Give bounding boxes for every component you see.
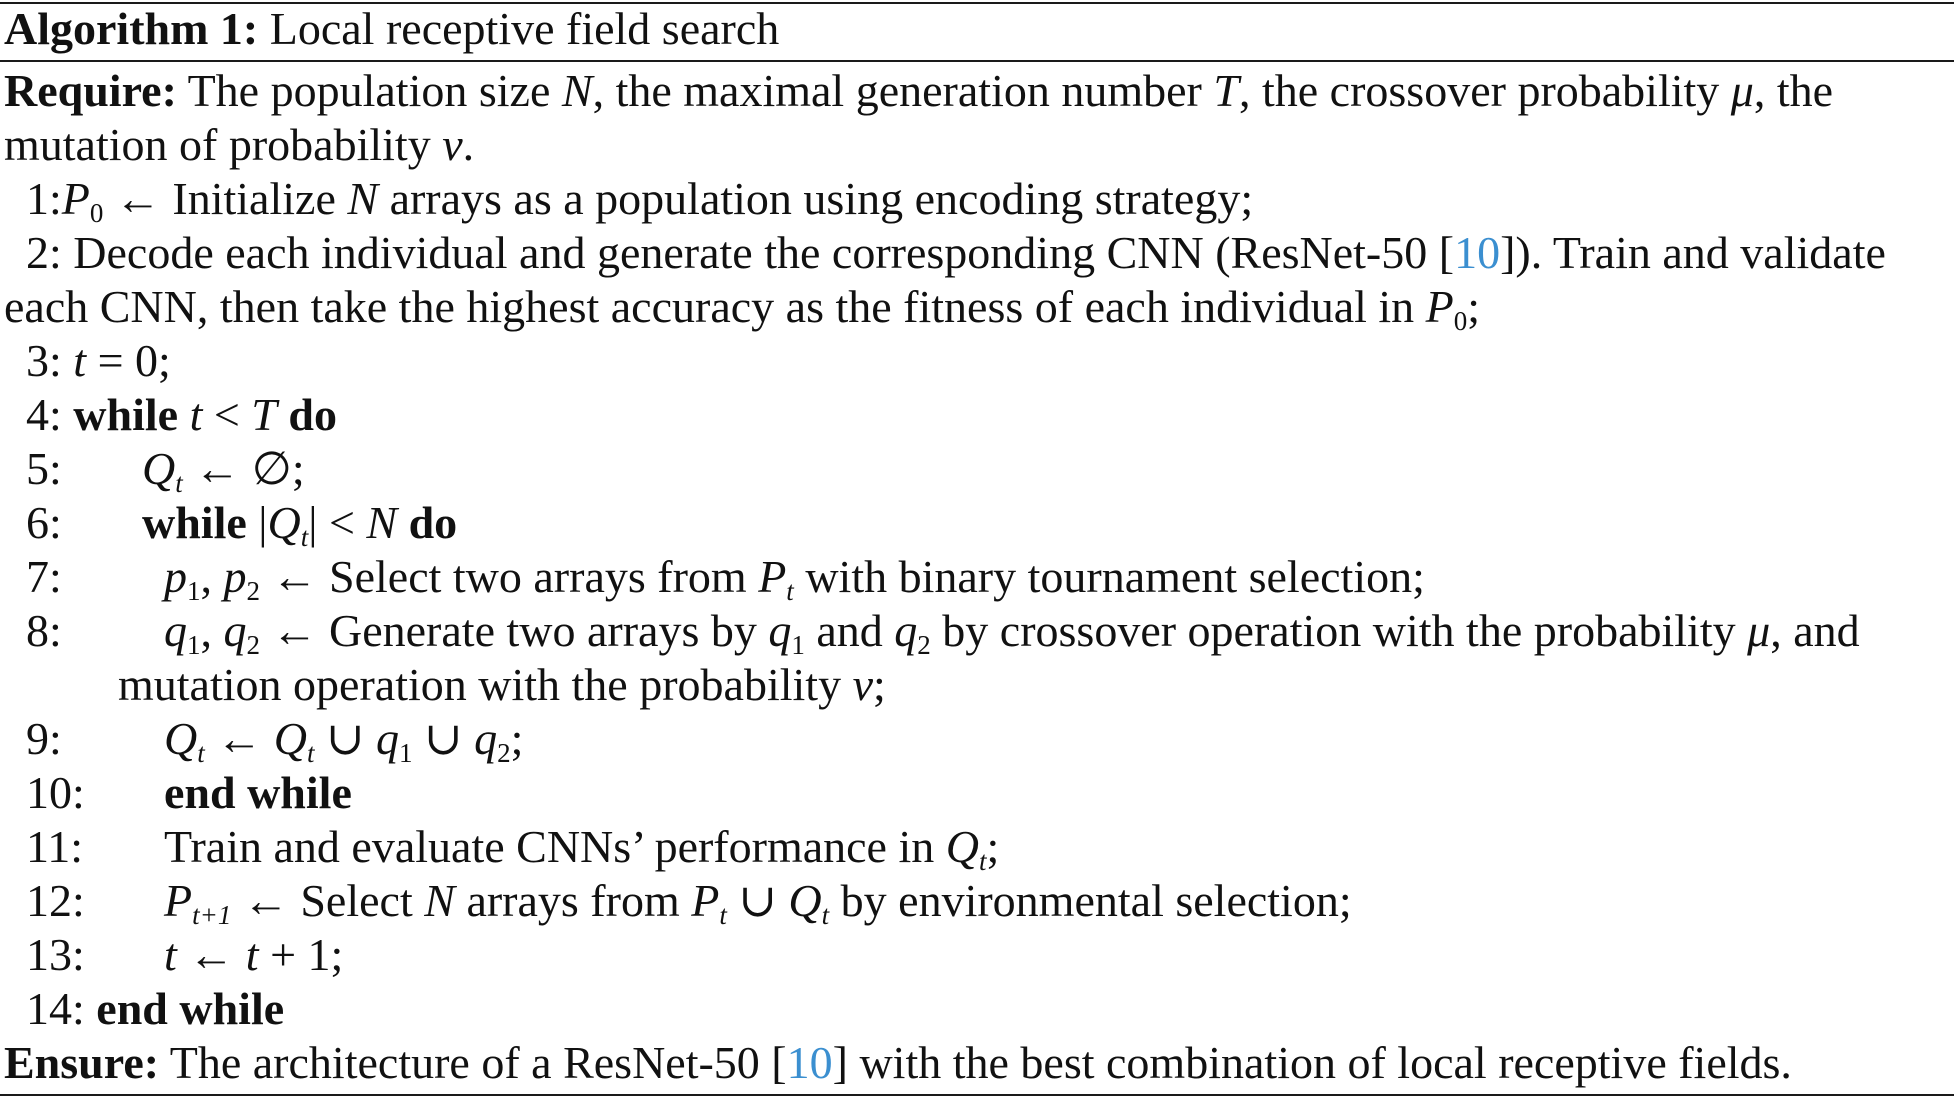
line-number: 11:	[26, 821, 84, 872]
math-p: p	[164, 551, 187, 602]
math-subscript: 0	[1453, 306, 1468, 336]
step-text: ;	[510, 713, 524, 764]
math-q: q	[164, 605, 187, 656]
require-line-2	[4, 118, 1954, 172]
bottom-rule	[0, 1094, 1954, 1096]
step-text: ← Initialize	[103, 173, 348, 224]
require-label: Require:	[4, 65, 177, 116]
step-text: = 0;	[86, 335, 171, 386]
step-text: ∪	[314, 713, 377, 764]
math-Q: Q	[142, 443, 176, 494]
require-text: , the maximal generation number	[592, 65, 1202, 116]
math-N: N	[561, 65, 593, 116]
step-text: by crossover operation with the probability	[930, 605, 1748, 656]
line-number: 14:	[26, 983, 85, 1034]
math-t: t	[189, 389, 203, 440]
step-text: mutation operation with the probability	[118, 659, 853, 710]
math-P: P	[758, 551, 787, 602]
math-N: N	[424, 875, 455, 926]
keyword-while: while	[142, 497, 247, 548]
step-text: ]). Train and validate	[1500, 227, 1886, 278]
math-subscript: 1	[187, 630, 201, 660]
step-text: ;	[1467, 281, 1481, 332]
line-number: 4:	[26, 389, 62, 440]
require-line-1	[4, 64, 1954, 118]
step-4	[26, 388, 1954, 442]
step-6-body	[142, 496, 457, 550]
step-9-body	[164, 712, 523, 766]
step-text: arrays from	[454, 875, 692, 926]
math-subscript: t	[786, 576, 794, 606]
step-text: ←	[176, 929, 246, 980]
step-text: ←	[204, 713, 274, 764]
step-3	[26, 334, 1954, 388]
step-1	[26, 172, 1954, 226]
math-P: P	[61, 173, 90, 224]
math-Q: Q	[164, 713, 198, 764]
step-text: ∪	[412, 713, 475, 764]
ensure-line	[4, 1036, 1954, 1090]
keyword-do: do	[288, 389, 337, 440]
require-text: The population size	[187, 65, 551, 116]
math-subscript: 0	[89, 198, 104, 228]
math-subscript: 2	[917, 630, 931, 660]
math-N: N	[347, 173, 379, 224]
step-12-body	[164, 874, 1352, 928]
math-subscript: 2	[246, 576, 260, 606]
math-t: t	[73, 335, 87, 386]
math-P: P	[1425, 281, 1454, 332]
math-q: q	[223, 605, 247, 656]
math-subscript: t	[821, 900, 830, 930]
step-text: , and	[1770, 605, 1860, 656]
step-8-line-1	[26, 604, 1954, 658]
math-N: N	[366, 497, 398, 548]
step-text: ;	[986, 821, 1000, 872]
step-text: ← Select two arrays from	[260, 551, 759, 602]
math-subscript: t	[300, 522, 309, 552]
step-text: Train and evaluate CNNs’ performance in	[164, 821, 946, 872]
line-number: 2:	[26, 227, 62, 278]
step-5	[26, 442, 1954, 496]
require-text: mutation of probability	[4, 119, 431, 170]
keyword-do: do	[408, 497, 458, 548]
step-13-body	[164, 928, 343, 982]
step-7	[26, 550, 1954, 604]
math-mu: μ	[1747, 605, 1771, 656]
math-subscript: 1	[791, 630, 805, 660]
math-Q: Q	[788, 875, 822, 926]
step-text: with binary tournament selection;	[793, 551, 1425, 602]
math-P: P	[164, 875, 193, 926]
step-text: ← ∅;	[182, 443, 305, 494]
step-5-body	[142, 442, 305, 496]
math-q: q	[376, 713, 400, 764]
math-subscript: t	[306, 738, 315, 768]
caption-rule	[0, 60, 1954, 62]
algorithm-caption	[4, 2, 1954, 56]
math-q: q	[474, 713, 498, 764]
math-subscript: t	[719, 900, 727, 930]
line-number: 3:	[26, 335, 62, 386]
line-number: 7:	[26, 551, 62, 602]
math-subscript: t+1	[192, 900, 232, 930]
step-text: + 1;	[258, 929, 344, 980]
line-number: 10:	[26, 767, 85, 818]
step-text: ∪	[726, 875, 789, 926]
line-number: 6:	[26, 497, 62, 548]
step-10	[26, 766, 1954, 820]
math-p: p	[223, 551, 247, 602]
math-Q: Q	[945, 821, 979, 872]
step-2-line-2	[4, 280, 1954, 334]
require-text: .	[462, 119, 475, 170]
math-subscript: 2	[497, 738, 511, 768]
citation-link[interactable]: 10	[1454, 227, 1501, 278]
step-text: | <	[308, 497, 367, 548]
math-T: T	[1213, 65, 1239, 116]
line-number: 13:	[26, 929, 85, 980]
math-mu: μ	[1730, 65, 1754, 116]
math-t: t	[245, 929, 259, 980]
step-text: Decode each individual and generate the corresponding CNN (ResNet-50 [	[73, 227, 1455, 278]
step-11	[26, 820, 1954, 874]
step-text: <	[202, 389, 252, 440]
math-subscript: 1	[399, 738, 413, 768]
keyword-while: while	[73, 389, 179, 440]
step-8-line-2	[118, 658, 1954, 712]
line-number: 5:	[26, 443, 62, 494]
math-subscript: t	[979, 846, 987, 876]
math-subscript: 1	[187, 576, 201, 606]
math-q: q	[768, 605, 792, 656]
step-7-body	[164, 550, 1425, 604]
citation-link[interactable]: 10	[786, 1037, 833, 1088]
line-number: 8:	[26, 605, 62, 656]
step-11-body	[164, 820, 999, 874]
step-text: |	[246, 497, 268, 548]
step-text: by environmental selection;	[829, 875, 1352, 926]
step-12	[26, 874, 1954, 928]
step-text: ,	[200, 605, 224, 656]
algorithm-title: Local receptive field search	[269, 3, 780, 54]
math-q: q	[894, 605, 918, 656]
math-nu: ν	[852, 659, 874, 710]
require-text: , the crossover probability	[1238, 65, 1720, 116]
keyword-end-while: end while	[96, 983, 285, 1034]
math-subscript: 2	[246, 630, 260, 660]
step-13	[26, 928, 1954, 982]
step-text: ← Select	[231, 875, 425, 926]
step-9	[26, 712, 1954, 766]
ensure-text: ] with the best combination of local receptive fields.	[832, 1037, 1792, 1088]
math-t: t	[164, 929, 177, 980]
algorithm-label: Algorithm 1:	[4, 3, 259, 54]
ensure-text: The architecture of a ResNet-50 [	[169, 1037, 787, 1088]
line-number: 1:	[26, 173, 62, 224]
step-text: ,	[200, 551, 224, 602]
step-8-body	[164, 604, 1860, 658]
step-text: arrays as a population using encoding strategy;	[378, 173, 1254, 224]
step-text: and	[804, 605, 895, 656]
step-text: each CNN, then take the highest accuracy as the fitness of each individual in	[4, 281, 1426, 332]
step-2-line-1	[26, 226, 1954, 280]
math-subscript: t	[197, 738, 205, 768]
math-T: T	[251, 389, 277, 440]
line-number: 12:	[26, 875, 85, 926]
math-P: P	[691, 875, 720, 926]
step-text: ← Generate two arrays by	[260, 605, 769, 656]
step-6	[26, 496, 1954, 550]
step-14	[26, 982, 1954, 1036]
math-nu: ν	[442, 119, 463, 170]
math-Q: Q	[273, 713, 307, 764]
require-text: , the	[1753, 65, 1834, 116]
step-text: ;	[873, 659, 886, 710]
math-subscript: t	[175, 468, 183, 498]
ensure-label: Ensure:	[4, 1037, 160, 1088]
keyword-end-while: end while	[164, 767, 352, 818]
math-Q: Q	[267, 497, 301, 548]
line-number: 9:	[26, 713, 62, 764]
